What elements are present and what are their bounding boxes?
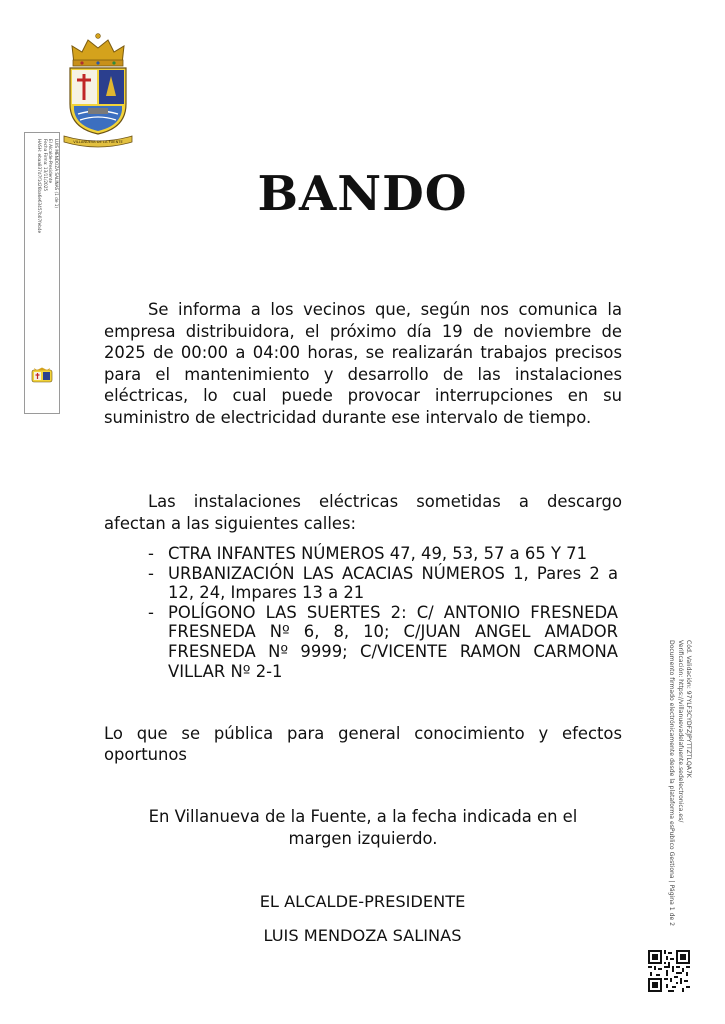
stamp-seal-icon [31,367,53,385]
crest-banner [64,136,132,147]
street-text: URBANIZACIÓN LAS ACACIAS NÚMEROS 1, Pares 2 a 12, 24, Impares 13 a 21 [168,563,618,603]
stamp-date-line: Fecha Firma: 13/11/2025 [42,139,48,192]
signature-title: EL ALCALDE-PRESIDENTE [259,892,466,911]
closing-statement: Lo que se pública para general conocimiento y efectos oportunos [104,724,622,764]
document-signed-note: Documento firmado electrónicamente desde la plataforma esPublico Gestiona | Página 1 de 2 [668,640,676,927]
place-line-1: En Villanueva de la Fuente, a la fecha indicada en el [148,807,578,826]
place-and-date [120,806,606,849]
verification-qr-code[interactable] [648,950,690,992]
list-item [148,564,618,603]
stamp-signer-line: LUIS MENDOZA SALINAS (1 de 1) [54,139,59,209]
municipal-coat-of-arms [62,30,134,150]
announcement-paragraph [104,299,622,428]
validation-code: Cód. Validación: 97YLF3CYDFZJPYTTZTLQA7K [685,640,692,778]
signature-name: LUIS MENDOZA SALINAS [263,926,462,945]
list-item [148,603,618,681]
list-dash: - [148,544,154,563]
stamp-hash-line: HASH: ebaa837d7f1d26ba6e63457b07feb4e [37,139,43,234]
place-line-2: margen izquierdo. [288,828,438,848]
crown [72,34,124,66]
verification-stamp [667,640,692,940]
affected-streets-intro-text: Las instalaciones eléctricas sometidas a descargo afectan a las siguientes calles: [104,492,622,533]
list-dash: - [148,602,154,622]
list-dash: - [148,563,154,583]
street-text: CTRA INFANTES NÚMEROS 47, 49, 53, 57 a 65 Y 71 [168,544,588,563]
affected-streets-list [148,544,618,681]
crest-banner-text: VILLANUEVA DE LA FUENTE [73,140,123,144]
street-text: POLÍGONO LAS SUERTES 2: C/ ANTONIO FRESNEDA FRESNEDA Nº 6, 8, 10; C/JUAN ANGEL AMADOR FRESNEDA Nº 9999; C/VICENTE RAMON CARMONA VILLAR Nº 2-1 [168,602,618,681]
shield [70,68,126,134]
affected-streets-intro [104,491,622,534]
stamp-role-line: El Alcalde-Presidente [48,139,54,184]
document-title: BANDO [257,166,468,222]
verification-url[interactable]: Verificación: https://villanuevadelafuente.sedelectronica.es/ [676,640,684,823]
list-item [148,544,618,564]
announcement-text: Se informa a los vecinos que, según nos comunica la empresa distribuidora, el próximo día 19 de noviembre de 2025 de 00:00 a 04:00 horas, se realizarán trabajos precisos para el mantenimiento y desarrollo de las instalaciones eléctricas, lo cual puede provocar interrupciones en su suministro de electricidad durante ese intervalo de tiempo. [104,300,622,427]
